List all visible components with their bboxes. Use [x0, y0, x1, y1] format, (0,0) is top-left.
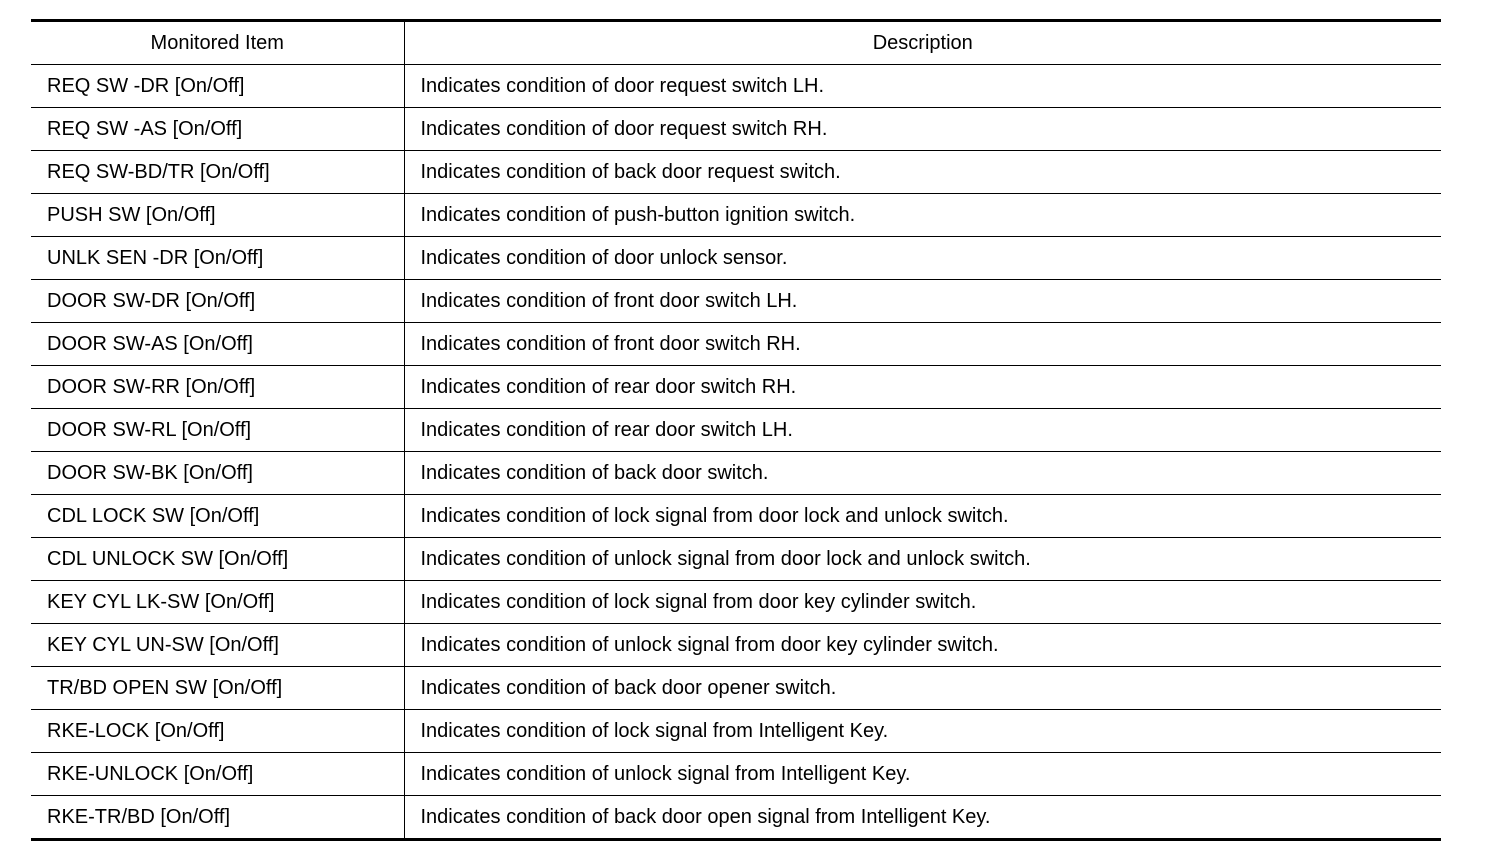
table-body — [31, 65, 1441, 840]
table-row — [31, 65, 1441, 108]
monitored-item-cell: RKE-UNLOCK [On/Off] — [31, 753, 404, 796]
description-cell: Indicates condition of rear door switch RH. — [404, 366, 1441, 409]
table-row — [31, 667, 1441, 710]
monitored-item-cell: RKE-LOCK [On/Off] — [31, 710, 404, 753]
table-row — [31, 237, 1441, 280]
table-row — [31, 796, 1441, 840]
description-cell: Indicates condition of lock signal from Intelligent Key. — [404, 710, 1441, 753]
table-row — [31, 753, 1441, 796]
table-row — [31, 366, 1441, 409]
monitor-table-container — [31, 19, 1441, 841]
table-row — [31, 280, 1441, 323]
table-header — [31, 21, 1441, 65]
table-row — [31, 495, 1441, 538]
monitored-item-cell: UNLK SEN -DR [On/Off] — [31, 237, 404, 280]
monitored-item-cell: REQ SW -DR [On/Off] — [31, 65, 404, 108]
monitored-item-cell: RKE-TR/BD [On/Off] — [31, 796, 404, 840]
table-row — [31, 151, 1441, 194]
monitored-item-cell: PUSH SW [On/Off] — [31, 194, 404, 237]
table-row — [31, 194, 1441, 237]
table-row — [31, 624, 1441, 667]
description-cell: Indicates condition of unlock signal from door lock and unlock switch. — [404, 538, 1441, 581]
table-row — [31, 710, 1441, 753]
header-row — [31, 21, 1441, 65]
monitored-item-cell: DOOR SW-DR [On/Off] — [31, 280, 404, 323]
header-description: Description — [404, 21, 1441, 65]
description-cell: Indicates condition of door request switch LH. — [404, 65, 1441, 108]
monitored-item-cell: TR/BD OPEN SW [On/Off] — [31, 667, 404, 710]
table-row — [31, 581, 1441, 624]
monitored-item-cell: CDL LOCK SW [On/Off] — [31, 495, 404, 538]
description-cell: Indicates condition of lock signal from door lock and unlock switch. — [404, 495, 1441, 538]
description-cell: Indicates condition of lock signal from door key cylinder switch. — [404, 581, 1441, 624]
description-cell: Indicates condition of back door request switch. — [404, 151, 1441, 194]
monitor-item-table — [31, 19, 1441, 841]
table-row — [31, 323, 1441, 366]
description-cell: Indicates condition of front door switch LH. — [404, 280, 1441, 323]
description-cell: Indicates condition of door unlock sensor. — [404, 237, 1441, 280]
monitored-item-cell: KEY CYL UN-SW [On/Off] — [31, 624, 404, 667]
description-cell: Indicates condition of back door open signal from Intelligent Key. — [404, 796, 1441, 840]
monitored-item-cell: DOOR SW-BK [On/Off] — [31, 452, 404, 495]
table-row — [31, 452, 1441, 495]
monitored-item-cell: DOOR SW-RL [On/Off] — [31, 409, 404, 452]
monitored-item-cell: REQ SW -AS [On/Off] — [31, 108, 404, 151]
monitored-item-cell: CDL UNLOCK SW [On/Off] — [31, 538, 404, 581]
description-cell: Indicates condition of unlock signal from Intelligent Key. — [404, 753, 1441, 796]
description-cell: Indicates condition of rear door switch LH. — [404, 409, 1441, 452]
monitored-item-cell: DOOR SW-RR [On/Off] — [31, 366, 404, 409]
description-cell: Indicates condition of door request switch RH. — [404, 108, 1441, 151]
header-monitored-item: Monitored Item — [31, 21, 404, 65]
table-row — [31, 409, 1441, 452]
description-cell: Indicates condition of back door switch. — [404, 452, 1441, 495]
description-cell: Indicates condition of back door opener switch. — [404, 667, 1441, 710]
monitored-item-cell: REQ SW-BD/TR [On/Off] — [31, 151, 404, 194]
table-row — [31, 108, 1441, 151]
description-cell: Indicates condition of front door switch RH. — [404, 323, 1441, 366]
description-cell: Indicates condition of push-button ignition switch. — [404, 194, 1441, 237]
monitored-item-cell: DOOR SW-AS [On/Off] — [31, 323, 404, 366]
monitored-item-cell: KEY CYL LK-SW [On/Off] — [31, 581, 404, 624]
table-row — [31, 538, 1441, 581]
description-cell: Indicates condition of unlock signal from door key cylinder switch. — [404, 624, 1441, 667]
